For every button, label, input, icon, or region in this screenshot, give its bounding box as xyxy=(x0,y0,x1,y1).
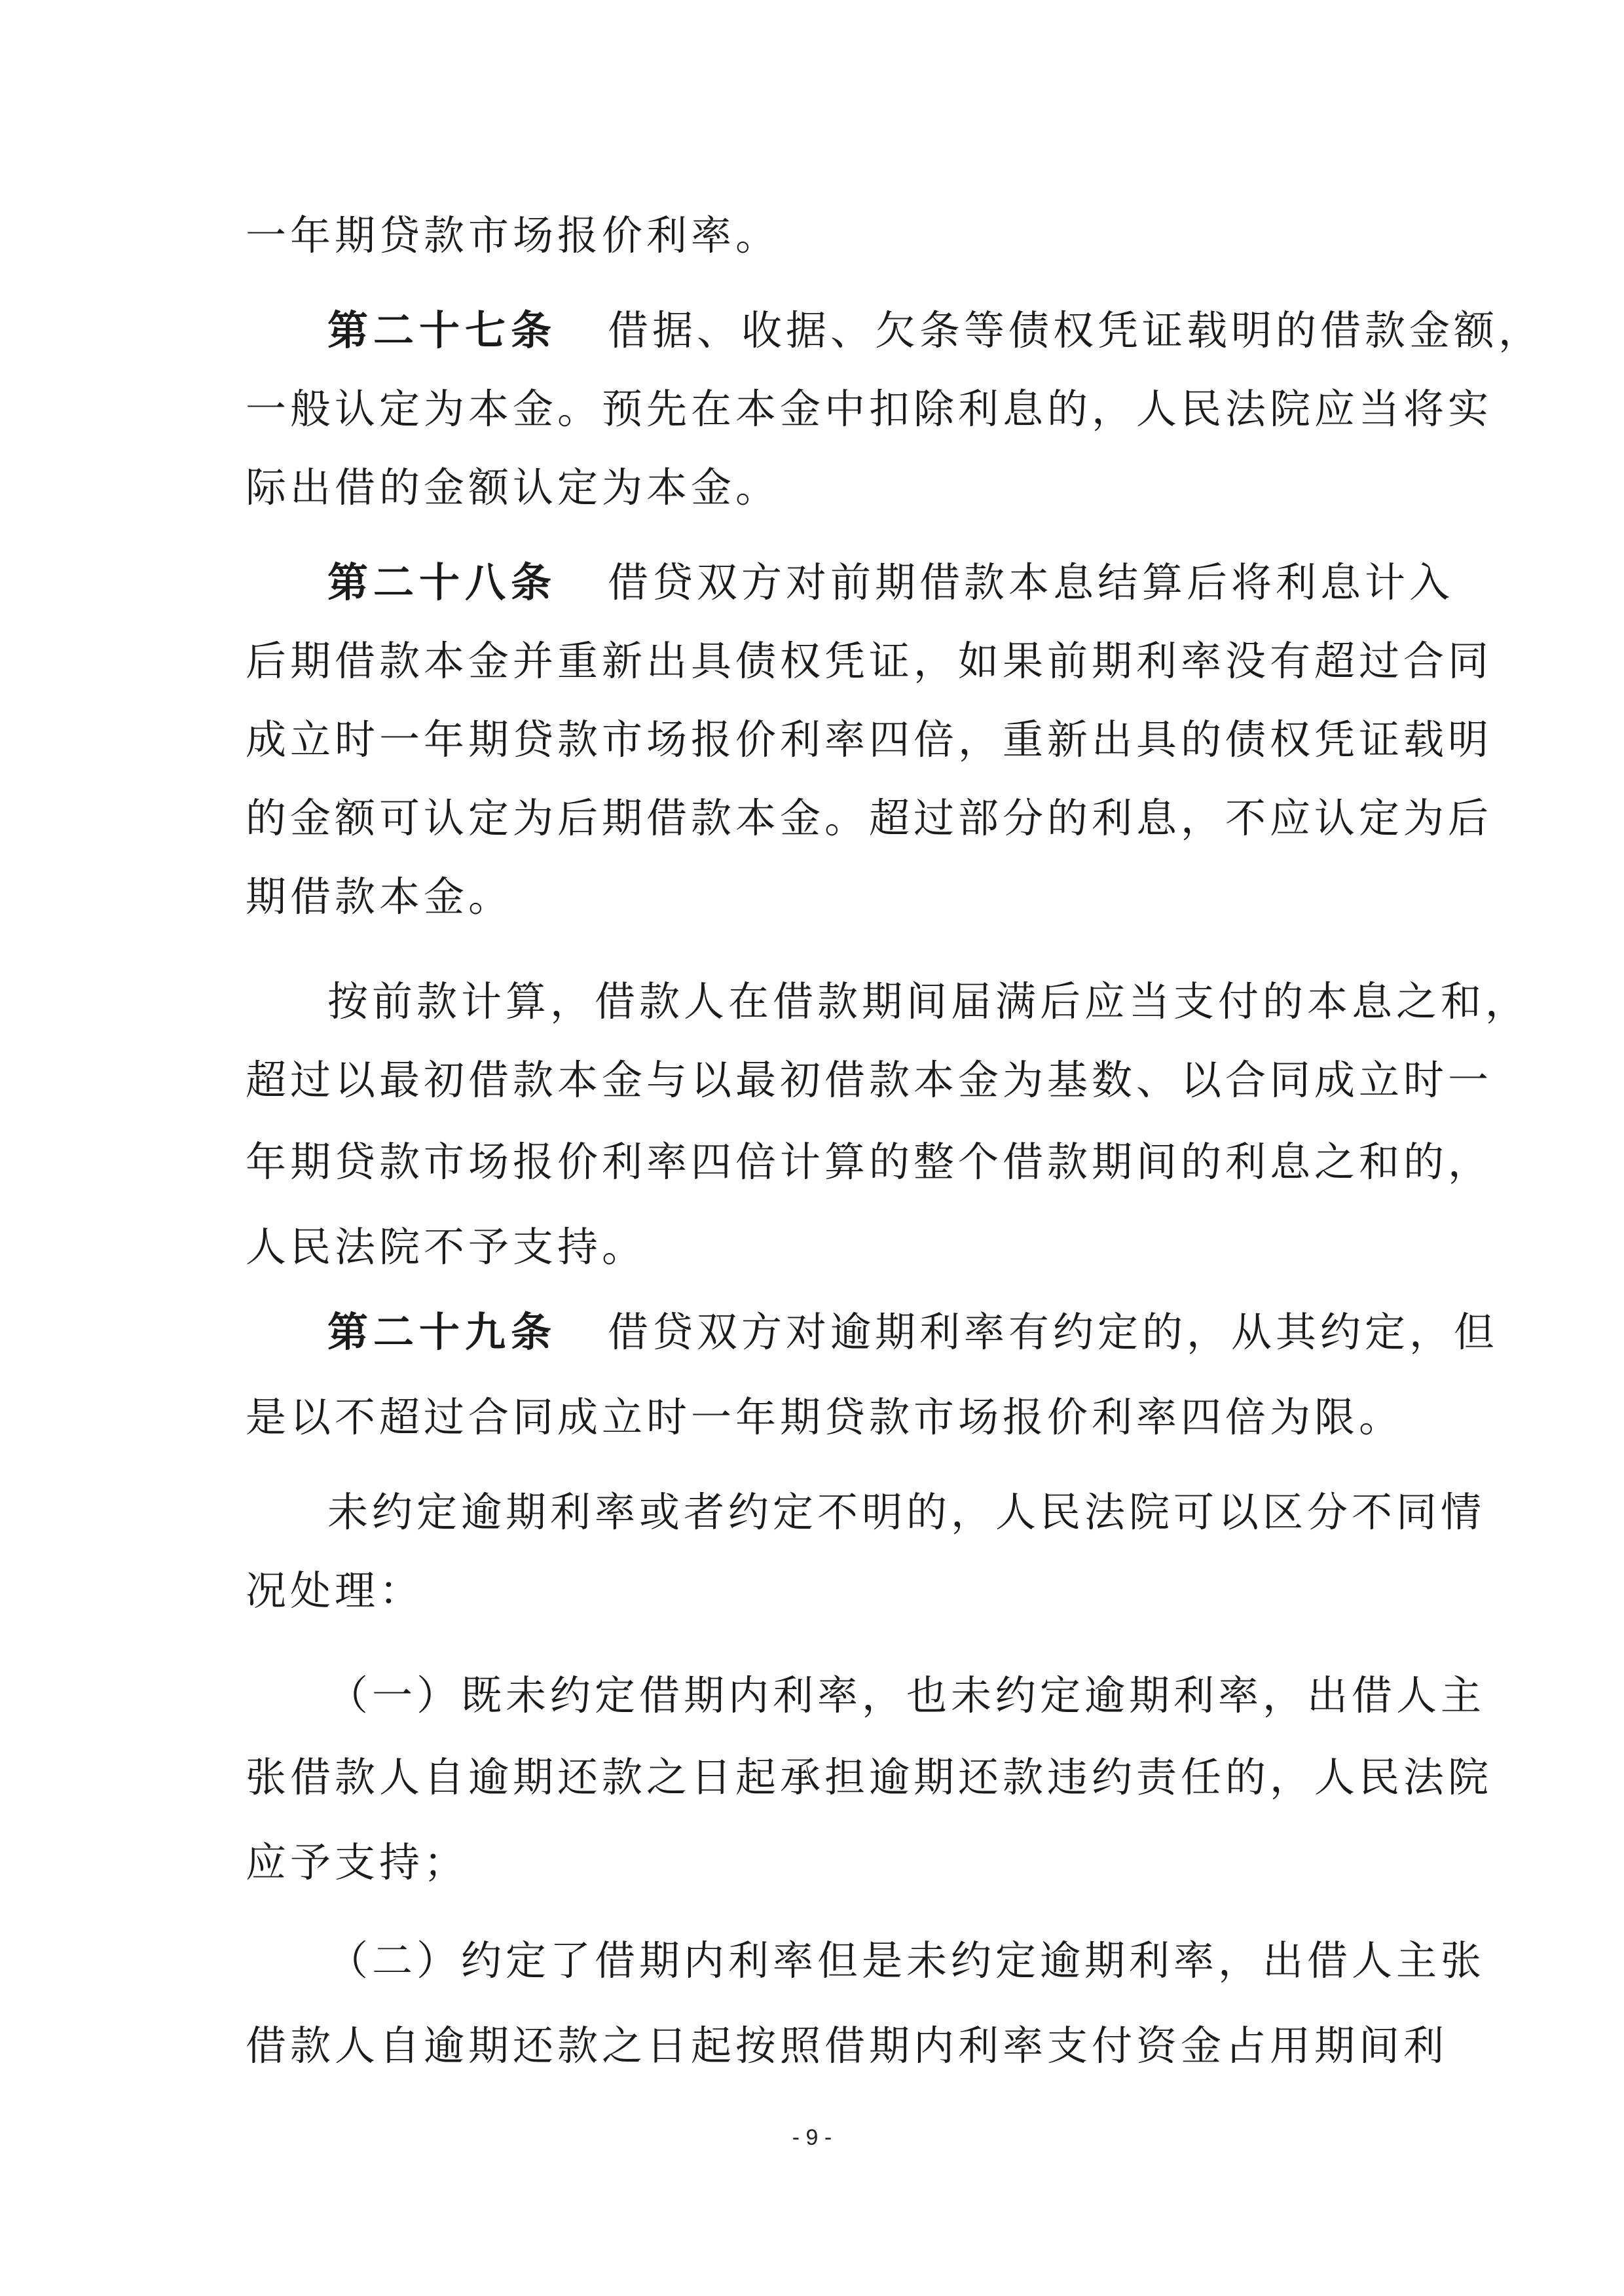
line-text: 应予支持； xyxy=(246,1838,469,1886)
text-line xyxy=(246,455,1385,520)
text-line xyxy=(246,786,1493,851)
line-text: 期借款本金。 xyxy=(246,873,513,920)
text-line xyxy=(327,1928,1486,1994)
text-line xyxy=(246,1129,1493,1195)
line-text: 一年期贷款市场报价利率。 xyxy=(246,211,781,259)
line-text: 人民法院不予支持。 xyxy=(246,1223,647,1271)
line-text: 况处理： xyxy=(246,1567,424,1614)
line-text: （二）约定了借期内利率但是未约定逾期利率，出借人主张 xyxy=(327,1937,1486,1984)
text-line xyxy=(327,1480,1486,1545)
article-28-heading-line xyxy=(327,550,1467,615)
text-line xyxy=(246,1048,1493,1113)
text-line xyxy=(246,1745,1493,1810)
line-text: 借贷双方对前期借款本息结算后将利息计入 xyxy=(608,558,1454,606)
line-text: 后期借款本金并重新出具债权凭证，如果前期利率没有超过合同 xyxy=(246,637,1493,685)
article-number: 第二十九条 xyxy=(327,1308,557,1356)
line-text: 的金额可认定为后期借款本金。超过部分的利息，不应认定为后 xyxy=(246,794,1493,842)
text-line xyxy=(246,1214,1385,1280)
text-line xyxy=(327,969,1530,1034)
text-line xyxy=(246,864,1385,930)
line-text: 超过以最初借款本金与以最初借款本金为基数、以合同成立时一 xyxy=(246,1056,1493,1104)
line-text: 按前款计算，借款人在借款期间届满后应当支付的本息之和， xyxy=(327,977,1530,1025)
text-line xyxy=(246,707,1493,773)
line-text: 张借款人自逾期还款之日起承担逾期还款违约责任的，人民法院 xyxy=(246,1753,1493,1801)
article-29-heading-line xyxy=(327,1300,1499,1365)
line-text: 年期贷款市场报价利率四倍计算的整个借款期间的利息之和的， xyxy=(246,1138,1493,1186)
line-text: 未约定逾期利率或者约定不明的，人民法院可以区分不同情 xyxy=(327,1488,1486,1536)
line-text: 一般认定为本金。预先在本金中扣除利息的，人民法院应当将实 xyxy=(246,385,1493,433)
text-line xyxy=(246,629,1493,694)
line-text: 借贷双方对逾期利率有约定的，从其约定，但 xyxy=(608,1308,1499,1356)
text-line xyxy=(246,1385,1404,1450)
article-number: 第二十八条 xyxy=(327,558,557,606)
line-text: 借款人自逾期还款之日起按照借期内利率支付资金占用期间利 xyxy=(246,2022,1449,2069)
line-text: 成立时一年期贷款市场报价利率四倍，重新出具的债权凭证载明 xyxy=(246,716,1493,763)
line-text: （一）既未约定借期内利率，也未约定逾期利率，出借人主 xyxy=(327,1671,1486,1719)
line-text: 借据、收据、欠条等债权凭证载明的借款金额， xyxy=(608,306,1543,354)
article-27-heading-line xyxy=(327,298,1543,363)
text-line xyxy=(246,376,1493,442)
text-line xyxy=(246,1830,1385,1895)
article-number: 第二十七条 xyxy=(327,306,557,354)
page-number: - 9 - xyxy=(792,2125,832,2150)
line-text: 是以不超过合同成立时一年期贷款市场报价利率四倍为限。 xyxy=(246,1393,1404,1441)
text-line xyxy=(246,2013,1449,2079)
line-text: 际出借的金额认定为本金。 xyxy=(246,464,781,511)
text-line xyxy=(327,1663,1486,1728)
text-line xyxy=(246,203,1385,268)
text-line xyxy=(246,1558,1385,1624)
